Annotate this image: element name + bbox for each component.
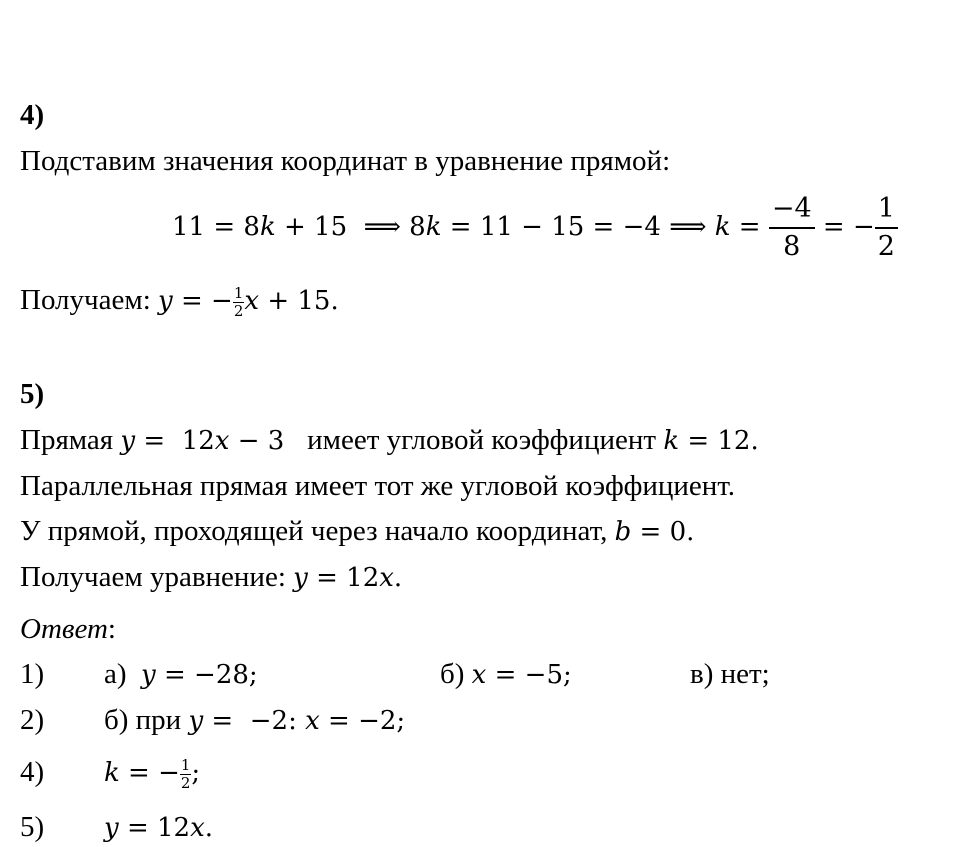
section-5-line2: Параллельная прямая имеет тот же угловой коэффициент. bbox=[20, 470, 736, 502]
eq-k2: k bbox=[425, 212, 442, 242]
answer-4-content bbox=[104, 752, 200, 793]
answer-5-x: x bbox=[190, 813, 205, 843]
l3-text: У прямой, проходящей через начало координат, bbox=[20, 515, 615, 547]
l4-x: x bbox=[379, 563, 394, 593]
answer-2-y: y bbox=[188, 706, 204, 736]
answer-5-end: . bbox=[204, 813, 214, 843]
eq-part2: + 15 ⟹ 8 bbox=[275, 212, 426, 242]
answer-word: Ответ bbox=[20, 613, 108, 645]
answer-1a bbox=[104, 657, 258, 692]
answer-2-x: x bbox=[305, 706, 320, 736]
answer-4-frac-den: 2 bbox=[180, 773, 191, 792]
answer-2-number: 2) bbox=[20, 704, 45, 736]
l1-rest: − 3 bbox=[229, 426, 293, 456]
fraction-minus4-over-8 bbox=[769, 191, 815, 265]
l1-kval: = 12. bbox=[679, 426, 759, 456]
section-4-intro: Подставим значения координат в уравнение прямой: bbox=[20, 145, 671, 177]
eq-k3: k bbox=[714, 212, 731, 242]
answer-1b-x: x bbox=[471, 660, 487, 690]
l4-end: . bbox=[393, 563, 403, 593]
answer-5-y: y bbox=[104, 813, 119, 843]
result-x: x bbox=[244, 286, 260, 316]
eq-part5: = − bbox=[814, 212, 875, 242]
section-4-equation bbox=[172, 186, 898, 267]
l4-y: y bbox=[293, 563, 308, 593]
result-mid: = − bbox=[172, 286, 233, 316]
answer-5-number: 5) bbox=[20, 811, 45, 843]
result-y: y bbox=[158, 286, 173, 316]
answer-1a-y: y bbox=[141, 660, 156, 690]
answer-1c: в) нет; bbox=[690, 658, 770, 690]
section-4-heading: 4) bbox=[20, 99, 45, 131]
l3-b: b bbox=[614, 517, 632, 547]
l4-eq: = 12 bbox=[307, 563, 380, 593]
answer-2-mid: = −2: bbox=[203, 706, 306, 736]
eq-part1: 11 = 8 bbox=[172, 212, 260, 242]
l1-text2: имеет угловой коэффициент bbox=[292, 424, 664, 456]
answer-4-number: 4) bbox=[20, 756, 45, 788]
result-frac-den: 2 bbox=[233, 301, 244, 320]
answer-2-text: б) при bbox=[104, 704, 189, 736]
result-fraction bbox=[233, 285, 245, 320]
answer-1-number: 1) bbox=[20, 658, 45, 690]
answer-2-val: = −2; bbox=[319, 706, 406, 736]
answer-1b-label: б) bbox=[440, 658, 472, 690]
l1-x: x bbox=[214, 426, 230, 456]
result-label: Получаем: bbox=[20, 284, 159, 316]
answer-1b bbox=[440, 657, 572, 692]
l1-text: Прямая bbox=[20, 424, 121, 456]
section-5-line3 bbox=[20, 514, 694, 549]
section-5-line1 bbox=[20, 423, 759, 458]
eq-k1: k bbox=[259, 212, 276, 242]
answer-1b-val: = −5; bbox=[486, 660, 572, 690]
answer-colon: : bbox=[107, 613, 116, 645]
result-end: + 15. bbox=[259, 286, 339, 316]
frac2-numerator: 1 bbox=[875, 191, 898, 229]
answer-2-content bbox=[104, 703, 405, 738]
eq-part4: = bbox=[730, 212, 769, 242]
l1-k: k bbox=[663, 426, 680, 456]
section-5-heading: 5) bbox=[20, 378, 45, 410]
eq-part3: = 11 − 15 = −4 ⟹ bbox=[441, 212, 715, 242]
l1-y: y bbox=[120, 426, 136, 456]
answer-5-content bbox=[104, 810, 213, 845]
answer-4-k: k bbox=[104, 758, 120, 788]
section-4-result bbox=[20, 280, 339, 321]
frac2-denominator: 2 bbox=[877, 231, 895, 263]
answer-4-fraction bbox=[180, 757, 192, 792]
answer-1a-val: = −28; bbox=[155, 660, 258, 690]
answer-label bbox=[20, 612, 116, 646]
answer-4-end: ; bbox=[191, 758, 201, 788]
answer-1a-label: а) bbox=[104, 658, 142, 690]
fraction-1-over-2 bbox=[875, 191, 898, 265]
answer-4-eq: = − bbox=[119, 758, 180, 788]
section-5-line4 bbox=[20, 560, 402, 595]
answer-5-eq: = 12 bbox=[118, 813, 191, 843]
answer-4-frac-num: 1 bbox=[180, 755, 191, 774]
frac1-denominator: 8 bbox=[783, 231, 801, 263]
result-frac-num: 1 bbox=[233, 283, 244, 302]
l3-val: = 0. bbox=[631, 517, 695, 547]
l4-text: Получаем уравнение: bbox=[20, 561, 294, 593]
l1-eq: = 12 bbox=[135, 426, 215, 456]
frac1-numerator: −4 bbox=[769, 191, 815, 229]
